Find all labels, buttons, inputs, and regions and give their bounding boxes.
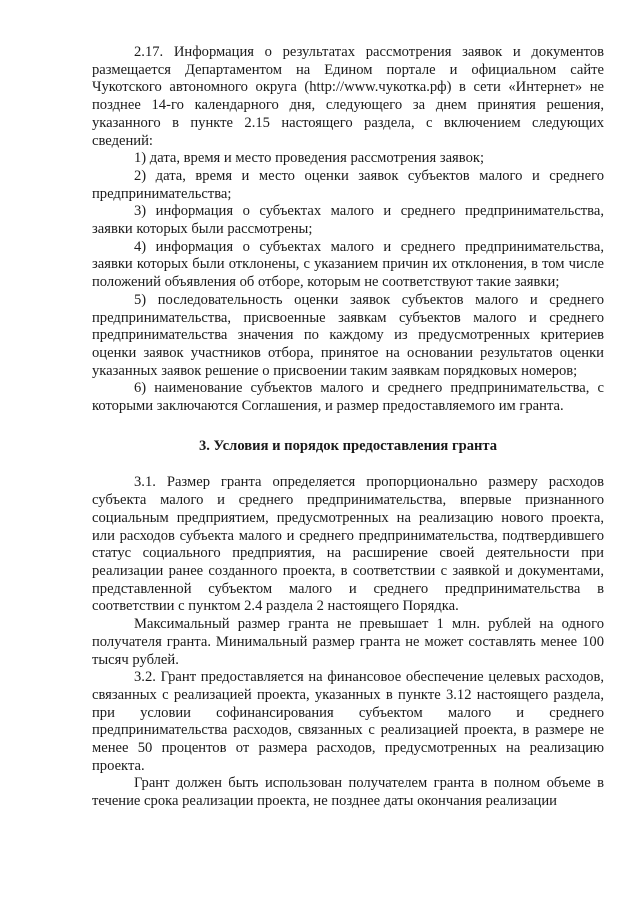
list-item-4: 4) информация о субъектах малого и среднего предпринимательства, заявки которых были отклонены, с указанием причин их отклонения, в том числе положений объявления об отборе, которым не соответствуют такие заявки; [92, 238, 604, 291]
list-item-5: 5) последовательность оценки заявок субъектов малого и среднего предпринимательства, присвоенные заявкам субъектов малого и среднего предпринимательства значения по каждому из предусмотренных критериев оценки заявок участников отбора, принятое на основании результатов оценки указанных заявок решение о присвоении таким заявкам порядковых номеров; [92, 291, 604, 379]
paragraph-2-17: 2.17. Информация о результатах рассмотрения заявок и документов размещается Департаментом на Едином портале и официальном сайте Чукотского автономного округа (http://www.чукотка.рф) в сети «Интернет» не позднее 14-го календарного дня, следующего за днем принятия решения, указанного в пункте 2.15 настоящего раздела, с включением следующих сведений: [92, 44, 604, 149]
list-item-3: 3) информация о субъектах малого и среднего предпринимательства, заявки которых были рассмотрены; [92, 203, 604, 238]
paragraph-max-grant: Максимальный размер гранта не превышает 1 млн. рублей на одного получателя гранта. Минимальный размер гранта не может составлять менее 100 тысяч рублей. [92, 616, 604, 668]
document-page [92, 44, 604, 811]
paragraph-3-1: 3.1. Размер гранта определяется пропорционально размеру расходов субъекта малого и среднего предпринимательства, впервые признанного социальным предприятием, предусмотренных на реализацию нового проекта, или расходов субъекта малого и среднего предпринимательства, подтвердившего статус социального предприятия, на расширение своей деятельности при реализации ранее созданного проекта, в соответствии с заявкой и документами, представленной субъектом малого и среднего предпринимательства в соответствии с пунктом 2.4 раздела 2 настоящего Порядка. [92, 474, 604, 615]
list-item-6: 6) наименование субъектов малого и среднего предпринимательства, с которыми заключаются Соглашения, и размер предоставляемого им гранта. [92, 380, 604, 415]
list-item-2: 2) дата, время и место оценки заявок субъектов малого и среднего предпринимательства; [92, 167, 604, 202]
paragraph-3-2: 3.2. Грант предоставляется на финансовое обеспечение целевых расходов, связанных с реализацией проекта, указанных в пункте 3.12 настоящего раздела, при условии софинансирования субъектом малого и среднего предпринимательства расходов, связанных с реализацией проекта, в размере не менее 50 процентов от размера расходов, предусмотренных на реализацию проекта. [92, 669, 604, 774]
section-heading: 3. Условия и порядок предоставления гранта [198, 437, 498, 454]
paragraph-grant-usage: Грант должен быть использован получателем гранта в полном объеме в течение срока реализации проекта, не позднее даты окончания реализации [92, 775, 604, 810]
list-item-1: 1) дата, время и место проведения рассмотрения заявок; [134, 150, 485, 167]
